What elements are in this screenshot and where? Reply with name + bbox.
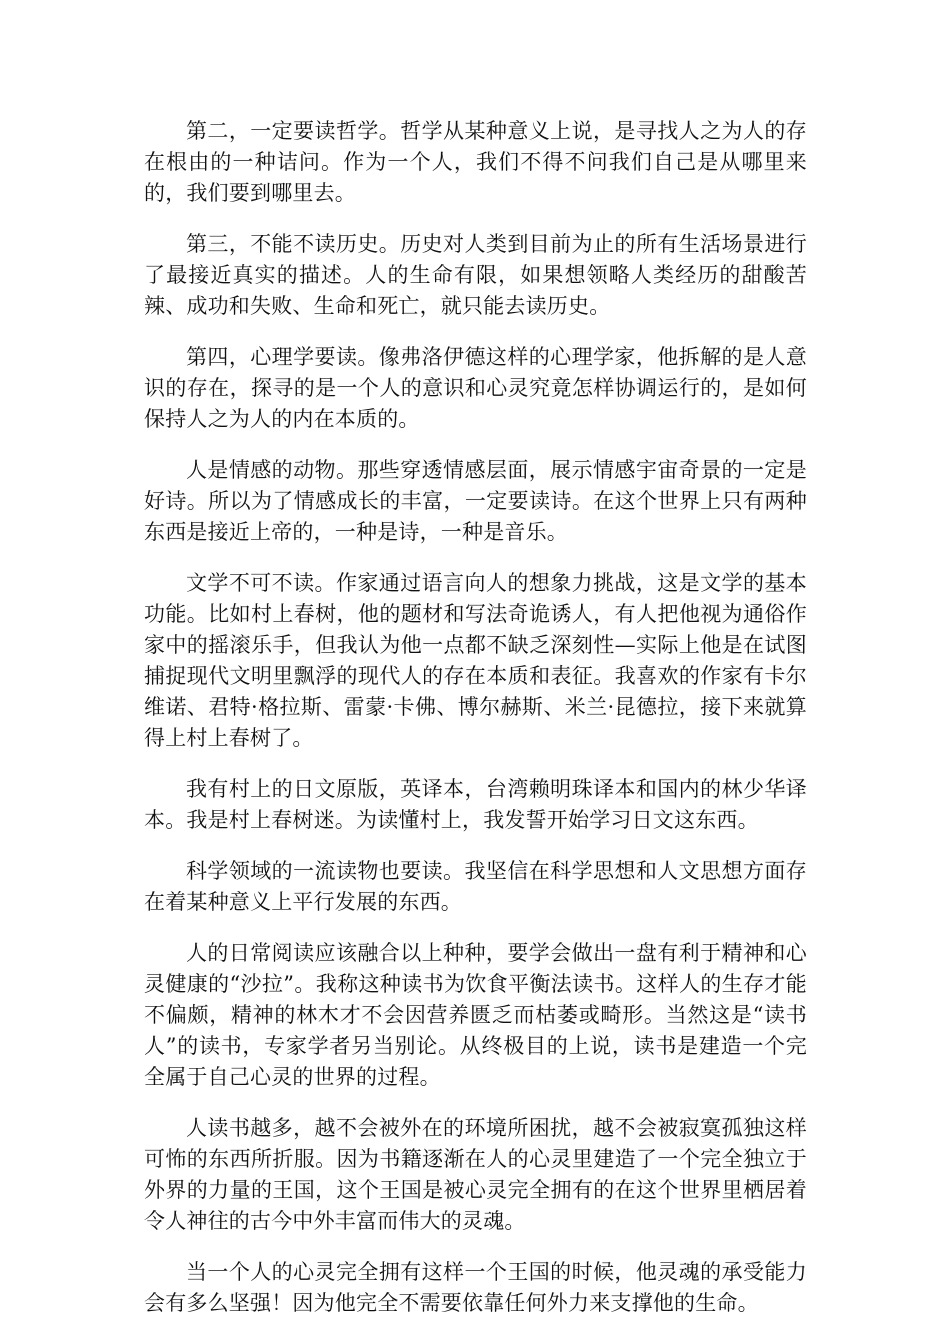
paragraph-psychology: 第四，心理学要读。像弗洛伊德这样的心理学家，他拆解的是人意识的存在，探寻的是一个人的意识和心灵究竟怎样协调运行的，是如何保持人之为人的内在本质的。 xyxy=(144,345,807,431)
paragraph-conclusion: 当一个人的心灵完全拥有这样一个王国的时候，他灵魂的承受能力会有多么坚强！因为他完全不需要依靠任何外力来支撑他的生命。 xyxy=(144,1260,807,1315)
paragraph-literature: 文学不可不读。作家通过语言向人的想象力挑战，这是文学的基本功能。比如村上春树，他的题材和写法奇诡诱人，有人把他视为通俗作家中的摇滚乐手，但我认为他一点都不缺乏深刻性—实际上他是在试图捕捉现代文明里飘浮的现代人的存在本质和表征。我喜欢的作家有卡尔维诺、君特·格拉斯、雷蒙·卡佛、博尔赫斯、米兰·昆德拉，接下来就算得上村上春树了。 xyxy=(144,571,807,750)
document-body xyxy=(144,116,807,1339)
paragraph-inner-kingdom: 人读书越多，越不会被外在的环境所困扰，越不会被寂寞孤独这样可怖的东西所折服。因为书籍逐渐在人的心灵里建造了一个完全独立于外界的力量的王国，这个王国是被心灵完全拥有的在这个世界里栖居着令人神往的古今中外丰富而伟大的灵魂。 xyxy=(144,1116,807,1233)
paragraph-balanced-reading: 人的日常阅读应该融合以上种种，要学会做出一盘有利于精神和心灵健康的“沙拉”。我称这种读书为饮食平衡法读书。这样人的生存才能不偏颇，精神的林木才不会因营养匮乏而枯萎或畸形。当然这是“读书人”的读书，专家学者另当别论。从终极目的上说，读书是建造一个完全属于自己心灵的世界的过程。 xyxy=(144,941,807,1089)
paragraph-philosophy: 第二，一定要读哲学。哲学从某种意义上说，是寻找人之为人的存在根由的一种诘问。作为一个人，我们不得不问我们自己是从哪里来的，我们要到哪里去。 xyxy=(144,119,807,205)
paragraph-murakami-editions: 我有村上的日文原版，英译本，台湾赖明珠译本和国内的林少华译本。我是村上春树迷。为读懂村上，我发誓开始学习日文这东西。 xyxy=(144,777,807,832)
paragraph-science: 科学领域的一流读物也要读。我坚信在科学思想和人文思想方面存在着某种意义上平行发展的东西。 xyxy=(144,859,807,914)
paragraph-history: 第三，不能不读历史。历史对人类到目前为止的所有生活场景进行了最接近真实的描述。人的生命有限，如果想领略人类经历的甜酸苦辣、成功和失败、生命和死亡，就只能去读历史。 xyxy=(144,232,807,318)
paragraph-poetry: 人是情感的动物。那些穿透情感层面，展示情感宇宙奇景的一定是好诗。所以为了情感成长的丰富，一定要读诗。在这个世界上只有两种东西是接近上帝的，一种是诗，一种是音乐。 xyxy=(144,458,807,544)
